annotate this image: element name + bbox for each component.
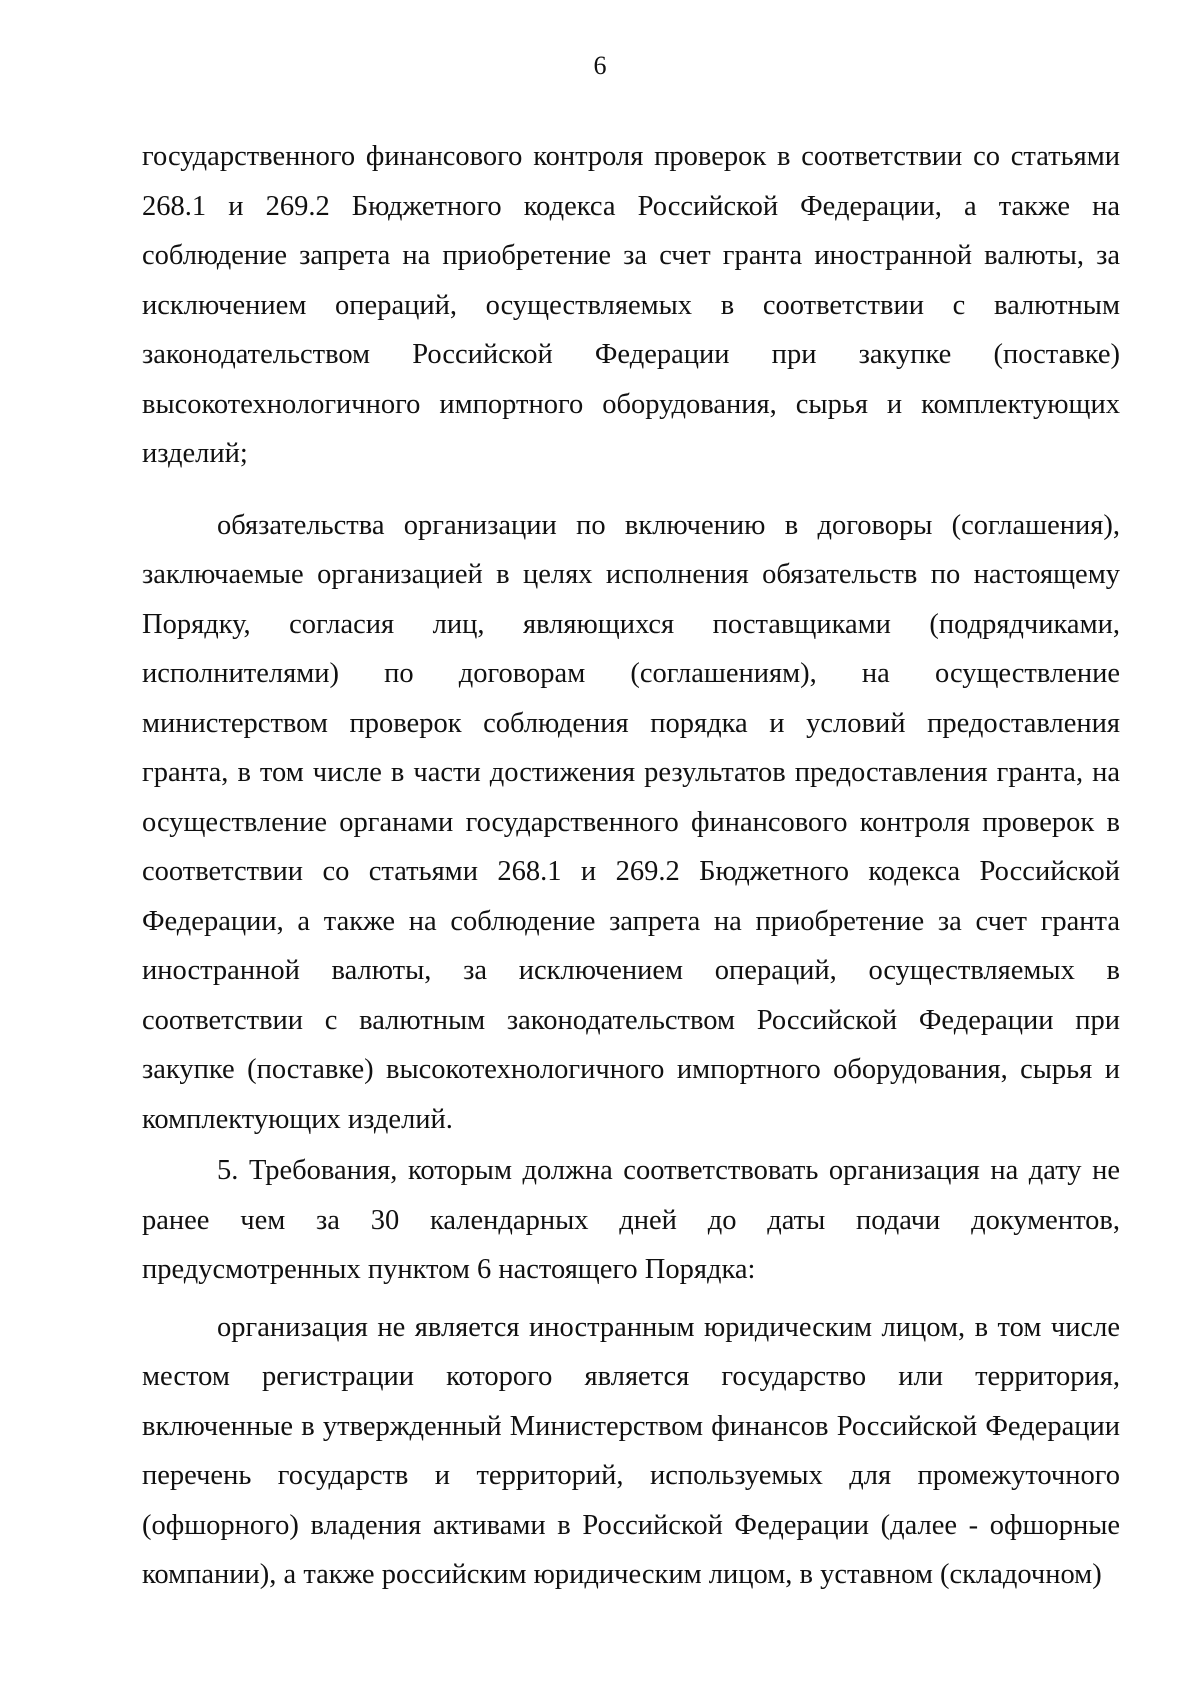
paragraph-continuation: государственного финансового контроля проверок в соответствии со статьями 268.1 и 269.2 Бюджетного кодекса Российской Федерации, а также на соблюдение запрета на приобретение за счет гранта иностранной валюты, за исключением операций, осуществляемых в соответствии с валютным законодательством Российской Федерации при закупке (поставке) высокотехнологичного импортного оборудования, сырья и комплектующих изделий; — [142, 141, 1120, 469]
page-number: 6 — [593, 51, 607, 80]
paragraph-obligations: обязательства организации по включению в договоры (соглашения), заключаемые организацией в целях исполнения обязательств по настоящему Порядку, согласия лиц, являющихся поставщиками (подрядчиками, исполнителями) по договорам (соглашениям), на осуществление министерством проверок соблюдения порядка и условий предоставления гранта, в том числе в части достижения результатов предоставления гранта, на осуществление органами государственного финансового контроля проверок в соответствии со статьями 268.1 и 269.2 Бюджетного кодекса Российской Федерации, а также на соблюдение запрета на приобретение за счет гранта иностранной валюты, за исключением операций, осуществляемых в соответствии с валютным законодательством Российской Федерации при закупке (поставке) высокотехнологичного импортного оборудования, сырья и комплектующих изделий. — [142, 509, 1120, 1135]
paragraph-requirements: 5. Требования, которым должна соответствовать организация на дату не ранее чем за 30 календарных дней до даты подачи документов, предусмотренных пунктом 6 настоящего Порядка: — [142, 1155, 1120, 1285]
paragraph-foreign-entity: организация не является иностранным юридическим лицом, в том числе местом регистрации которого является государство или территория, включенные в утвержденный Министерством финансов Российской Федерации перечень государств и территорий, используемых для промежуточного (офшорного) владения активами в Российской Федерации (далее - офшорные компании), а также российским юридическим лицом, в уставном (складочном) — [142, 1311, 1120, 1590]
document-body — [142, 132, 1120, 1600]
